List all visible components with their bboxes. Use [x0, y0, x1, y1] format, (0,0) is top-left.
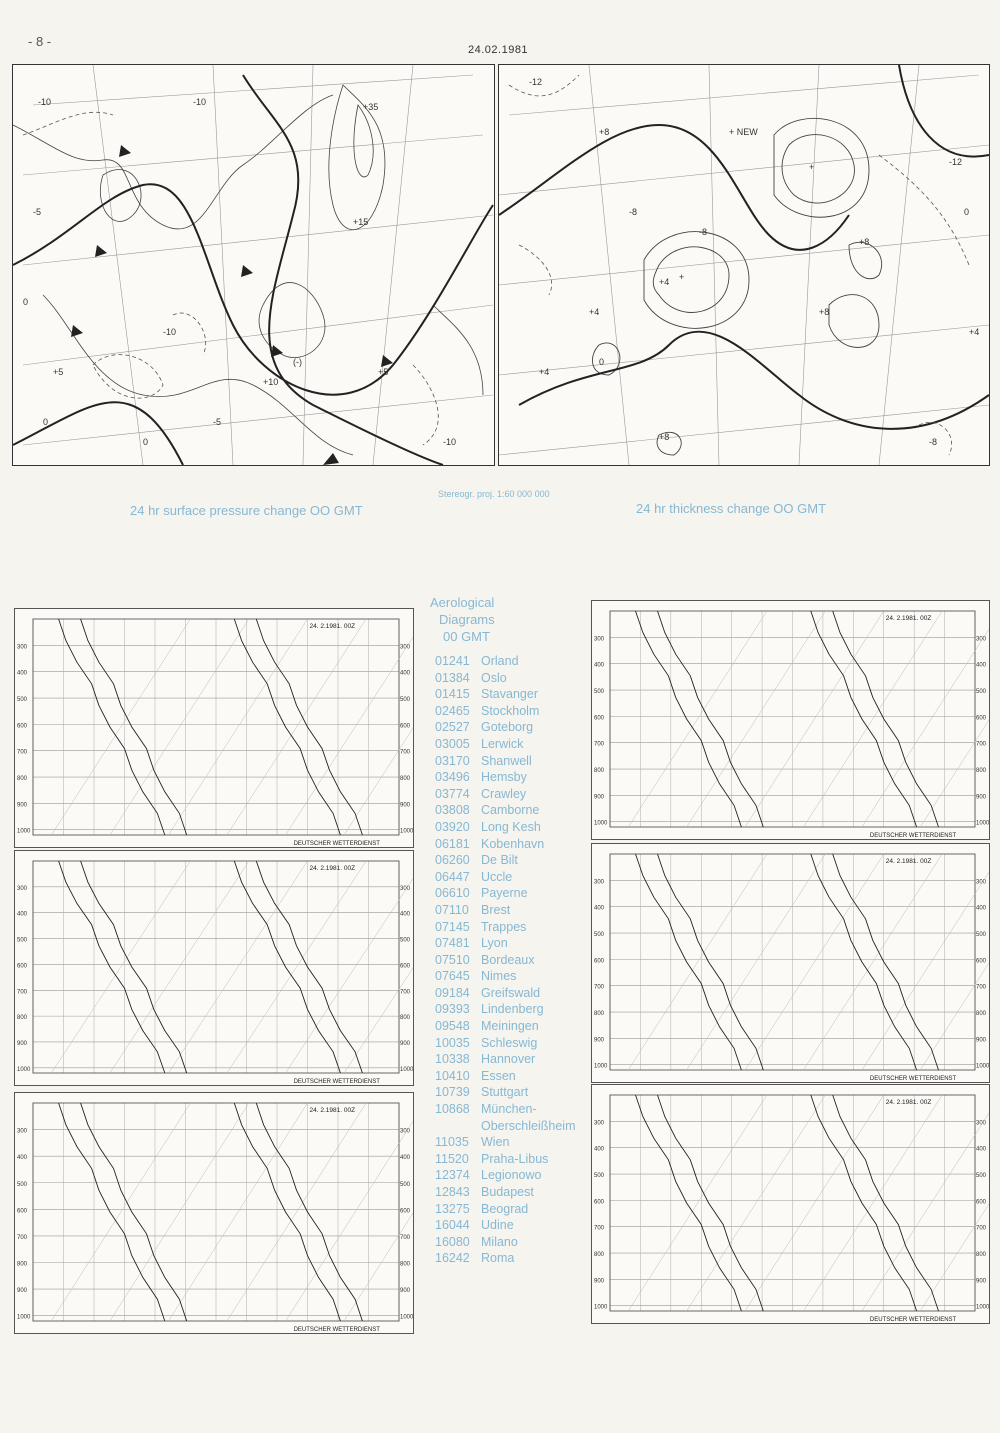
station-code: 07110: [435, 902, 469, 917]
pressure-tick-label: 900: [976, 1278, 987, 1285]
pressure-tick-label: 300: [594, 1120, 605, 1127]
pressure-tick-label: 1000: [17, 1314, 31, 1321]
pressure-tick-label: 500: [17, 937, 28, 944]
svg-text:+4: +4: [539, 367, 550, 377]
station-name: Stavanger: [481, 687, 538, 702]
pressure-tick-label: 700: [594, 741, 605, 748]
station-name: Uccle: [481, 869, 513, 884]
station-code: 03808: [435, 803, 470, 818]
svg-text:+8: +8: [859, 237, 870, 247]
aerological-diagram-5: [591, 843, 990, 1083]
station-row: [435, 1217, 575, 1234]
pressure-tick-label: 400: [17, 911, 28, 918]
svg-text:-8: -8: [929, 437, 938, 447]
pressure-tick-label: 1000: [976, 820, 989, 827]
station-name: München-: [481, 1102, 537, 1117]
station-row: [435, 802, 575, 819]
page-number: - 8 -: [28, 34, 52, 49]
pressure-tick-label: 400: [976, 662, 987, 669]
station-row: [435, 703, 575, 720]
station-name: Greifswald: [481, 985, 541, 1000]
station-code: 11035: [435, 1135, 469, 1150]
pressure-tick-label: 500: [594, 932, 605, 939]
svg-text:+8: +8: [659, 432, 670, 442]
station-row: [435, 1201, 575, 1218]
thickness-change-map: [498, 64, 990, 466]
station-row: [435, 935, 575, 952]
left-map-caption: 24 hr surface pressure change OO GMT: [130, 503, 363, 518]
pressure-tick-label: 600: [17, 723, 28, 730]
aerological-time: 00 GMT: [443, 629, 490, 644]
svg-text:-12: -12: [529, 77, 543, 87]
pressure-tick-label: 700: [17, 1234, 28, 1241]
aero-diagram-graphic: [15, 609, 413, 847]
station-name: Essen: [481, 1068, 516, 1083]
station-code: 06447: [435, 869, 470, 884]
pressure-tick-label: 500: [976, 932, 987, 939]
aerological-subtitle: Diagrams: [439, 612, 495, 627]
station-name: Goteborg: [481, 720, 534, 735]
station-name: Crawley: [481, 786, 527, 801]
svg-text:-12: -12: [949, 157, 963, 167]
pressure-tick-label: 1000: [594, 1304, 608, 1311]
pressure-tick-label: 700: [17, 989, 28, 996]
station-row: [435, 1101, 575, 1118]
pressure-tick-label: 800: [976, 768, 987, 775]
pressure-tick-label: 1000: [17, 1066, 31, 1073]
pressure-tick-label: 300: [17, 644, 28, 651]
pressure-tick-label: 900: [976, 1037, 987, 1044]
aerological-diagram-1: [14, 608, 414, 848]
pressure-tick-label: 900: [400, 802, 411, 809]
pressure-tick-label: 900: [17, 1040, 28, 1047]
pressure-tick-label: 400: [976, 1146, 987, 1153]
station-row: [435, 1018, 575, 1035]
svg-text:+: +: [679, 272, 685, 282]
station-row: [435, 902, 575, 919]
station-code: 06610: [435, 886, 470, 901]
pressure-tick-label: 1000: [976, 1063, 989, 1070]
station-row: [435, 869, 575, 886]
svg-text:-8: -8: [699, 227, 708, 237]
pressure-tick-label: 500: [400, 697, 411, 704]
station-code: 13275: [435, 1201, 470, 1216]
station-name: Budapest: [481, 1185, 534, 1199]
pressure-tick-label: 700: [976, 984, 987, 991]
aerological-heading: [430, 594, 495, 645]
svg-text:-10: -10: [443, 437, 457, 447]
station-code: 10868: [435, 1102, 470, 1117]
station-row: [435, 1234, 575, 1251]
station-row: [435, 952, 575, 969]
station-code: 07481: [435, 936, 470, 951]
station-name: Hannover: [481, 1052, 536, 1067]
station-name: Oslo: [481, 670, 507, 685]
diagram-service-label: DEUTSCHER WETTERDIENST: [293, 1079, 380, 1085]
station-row: [435, 1250, 575, 1267]
station-name: Lyon: [481, 936, 508, 951]
pressure-tick-label: 400: [17, 1155, 28, 1162]
thickness-map-graphic: [499, 65, 989, 465]
station-name: Lindenberg: [481, 1002, 544, 1017]
diagram-date-stamp: 24. 2.1981. 00Z: [885, 1099, 932, 1106]
station-code: 10739: [435, 1085, 470, 1100]
diagram-date-stamp: 24. 2.1981. 00Z: [885, 858, 932, 865]
station-code: 01384: [435, 670, 470, 685]
station-row: [435, 1167, 575, 1184]
station-name: Shanwell: [481, 753, 532, 768]
svg-text:-10: -10: [163, 327, 177, 337]
station-row: [435, 1035, 575, 1052]
pressure-tick-label: 400: [594, 905, 605, 912]
diagram-date-stamp: 24. 2.1981. 00Z: [885, 615, 932, 622]
pressure-tick-label: 300: [400, 1128, 411, 1135]
station-name: Hemsby: [481, 770, 527, 785]
pressure-tick-label: 600: [976, 958, 987, 965]
pressure-tick-label: 1000: [594, 820, 608, 827]
station-row: [435, 786, 575, 803]
projection-caption: Stereogr. proj. 1:60 000 000: [438, 489, 550, 499]
station-code: 03005: [435, 736, 470, 751]
aerological-diagram-4: [591, 600, 990, 840]
pressure-tick-label: 300: [17, 1128, 28, 1135]
station-name: Beograd: [481, 1201, 529, 1216]
svg-text:-5: -5: [33, 207, 42, 217]
pressure-tick-label: 500: [17, 1181, 28, 1188]
station-row: [435, 670, 575, 687]
station-row: [435, 1151, 575, 1168]
svg-text:-8: -8: [629, 207, 638, 217]
station-code: 09184: [435, 985, 470, 1000]
pressure-tick-label: 1000: [400, 1314, 413, 1321]
svg-text:0: 0: [599, 357, 605, 367]
pressure-tick-label: 800: [976, 1252, 987, 1259]
pressure-tick-label: 600: [976, 715, 987, 722]
pressure-tick-label: 300: [17, 885, 28, 892]
diagram-date-stamp: 24. 2.1981. 00Z: [309, 1107, 356, 1114]
station-name: Meiningen: [481, 1019, 539, 1034]
pressure-tick-label: 800: [17, 776, 28, 783]
pressure-tick-label: 900: [594, 1278, 605, 1285]
pressure-tick-label: 300: [594, 636, 605, 643]
pressure-tick-label: 900: [400, 1288, 411, 1295]
pressure-tick-label: 600: [17, 963, 28, 970]
pressure-tick-label: 800: [17, 1015, 28, 1022]
pressure-tick-label: 800: [400, 1015, 411, 1022]
pressure-tick-label: 300: [594, 879, 605, 886]
station-row: [435, 686, 575, 703]
pressure-tick-label: 700: [400, 989, 411, 996]
pressure-tick-label: 400: [400, 670, 411, 677]
svg-text:+8: +8: [819, 307, 830, 317]
station-list: [435, 653, 575, 1267]
pressure-tick-label: 800: [976, 1011, 987, 1018]
station-code: 02465: [435, 703, 470, 718]
pressure-tick-label: 600: [594, 958, 605, 965]
aero-diagram-graphic: [15, 851, 413, 1085]
pressure-tick-label: 700: [594, 1225, 605, 1232]
pressure-tick-label: 600: [400, 723, 411, 730]
pressure-tick-label: 700: [976, 1225, 987, 1232]
aerological-diagram-3: [14, 1092, 414, 1334]
pressure-tick-label: 900: [594, 794, 605, 801]
aero-diagram-graphic: [592, 601, 989, 839]
pressure-tick-label: 1000: [400, 828, 413, 835]
pressure-tick-label: 500: [594, 689, 605, 696]
station-row: [435, 769, 575, 786]
svg-text:+4: +4: [659, 277, 670, 287]
station-name: Nimes: [481, 969, 517, 984]
station-row: [435, 719, 575, 736]
station-name: Trappes: [481, 919, 527, 934]
station-code: 01415: [435, 687, 470, 702]
station-name: De Bilt: [481, 853, 518, 868]
station-code: 16242: [435, 1251, 470, 1266]
station-code: 12374: [435, 1168, 470, 1183]
station-name: Schleswig: [481, 1035, 538, 1050]
station-name: Udine: [481, 1218, 514, 1233]
svg-text:+8: +8: [599, 127, 610, 137]
station-row: [435, 736, 575, 753]
station-code: 09548: [435, 1019, 470, 1034]
svg-text:-10: -10: [193, 97, 207, 107]
surface-pressure-map-graphic: [13, 65, 494, 465]
pressure-tick-label: 400: [976, 905, 987, 912]
pressure-tick-label: 300: [976, 636, 987, 643]
station-code: 06181: [435, 836, 470, 851]
pressure-tick-label: 400: [400, 1155, 411, 1162]
station-code: 12843: [435, 1185, 470, 1199]
aerological-title: Aerological: [430, 595, 495, 610]
station-row: [435, 819, 575, 836]
diagram-date-stamp: 24. 2.1981. 00Z: [309, 623, 356, 630]
pressure-tick-label: 1000: [400, 1066, 413, 1073]
diagram-date-stamp: 24. 2.1981. 00Z: [309, 865, 356, 872]
station-code: 07145: [435, 919, 470, 934]
pressure-tick-label: 900: [17, 1288, 28, 1295]
pressure-tick-label: 800: [17, 1261, 28, 1268]
station-name: Stuttgart: [481, 1085, 529, 1100]
station-code: 06260: [435, 853, 470, 868]
svg-text:+5: +5: [53, 367, 64, 377]
right-map-caption: 24 hr thickness change OO GMT: [636, 501, 827, 516]
station-name: Stockholm: [481, 703, 540, 718]
diagram-service-label: DEUTSCHER WETTERDIENST: [293, 841, 380, 847]
svg-text:+ NEW: + NEW: [729, 127, 758, 137]
pressure-tick-label: 600: [594, 715, 605, 722]
station-row: [435, 1001, 575, 1018]
svg-text:+4: +4: [589, 307, 600, 317]
pressure-tick-label: 400: [594, 1146, 605, 1153]
pressure-tick-label: 900: [594, 1037, 605, 1044]
station-name: Lerwick: [481, 736, 524, 751]
pressure-tick-label: 700: [17, 749, 28, 756]
station-name: Kobenhavn: [481, 836, 545, 851]
station-row: [435, 1184, 575, 1201]
station-row: [435, 653, 575, 670]
svg-text:(-): (-): [293, 357, 302, 367]
aero-diagram-graphic: [592, 1085, 989, 1323]
station-code: 03496: [435, 770, 470, 785]
pressure-tick-label: 900: [976, 794, 987, 801]
pressure-tick-label: 700: [976, 741, 987, 748]
aerological-diagram-2: [14, 850, 414, 1086]
station-row: [435, 885, 575, 902]
pressure-tick-label: 700: [594, 984, 605, 991]
station-row: [435, 1118, 575, 1135]
svg-text:0: 0: [964, 207, 970, 217]
station-name: Camborne: [481, 803, 540, 818]
pressure-tick-label: 1000: [17, 828, 31, 835]
station-code: 07645: [435, 969, 470, 984]
station-row: [435, 985, 575, 1002]
station-name: Orland: [481, 654, 519, 668]
svg-text:0: 0: [43, 417, 49, 427]
station-row: [435, 1068, 575, 1085]
pressure-tick-label: 800: [594, 1252, 605, 1259]
station-name: Milano: [481, 1234, 518, 1249]
pressure-tick-label: 600: [17, 1208, 28, 1215]
pressure-tick-label: 900: [400, 1040, 411, 1047]
station-row: [435, 968, 575, 985]
svg-text:-10: -10: [38, 97, 52, 107]
pressure-tick-label: 500: [976, 689, 987, 696]
svg-text:0: 0: [143, 437, 149, 447]
svg-text:+5: +5: [378, 367, 389, 377]
svg-text:+15: +15: [353, 217, 369, 227]
svg-text:+: +: [809, 162, 815, 172]
pressure-tick-label: 500: [17, 697, 28, 704]
station-row: [435, 1051, 575, 1068]
station-code: 10410: [435, 1068, 470, 1083]
pressure-tick-label: 1000: [976, 1304, 989, 1311]
pressure-tick-label: 600: [400, 963, 411, 970]
pressure-tick-label: 800: [400, 1261, 411, 1268]
pressure-tick-label: 400: [17, 670, 28, 677]
pressure-tick-label: 300: [976, 1120, 987, 1127]
pressure-tick-label: 500: [400, 1181, 411, 1188]
pressure-tick-label: 700: [400, 1234, 411, 1241]
pressure-tick-label: 500: [976, 1173, 987, 1180]
station-name: Bordeaux: [481, 952, 535, 967]
station-row: [435, 836, 575, 853]
pressure-tick-label: 800: [400, 776, 411, 783]
station-row: [435, 753, 575, 770]
station-code: 10035: [435, 1035, 470, 1050]
diagram-service-label: DEUTSCHER WETTERDIENST: [293, 1327, 380, 1333]
pressure-tick-label: 1000: [594, 1063, 608, 1070]
station-name: Oberschleißheim: [481, 1118, 576, 1133]
station-code: 11520: [435, 1151, 469, 1166]
station-name: Legionowo: [481, 1168, 542, 1183]
pressure-tick-label: 800: [594, 768, 605, 775]
aerological-diagram-6: [591, 1084, 990, 1324]
station-row: [435, 1084, 575, 1101]
station-code: 16044: [435, 1218, 470, 1233]
station-code: 10338: [435, 1052, 470, 1067]
station-row: [435, 919, 575, 936]
svg-text:-5: -5: [213, 417, 222, 427]
station-code: 07510: [435, 952, 470, 967]
station-name: Payerne: [481, 886, 528, 901]
station-row: [435, 1134, 575, 1151]
pressure-tick-label: 300: [400, 885, 411, 892]
pressure-tick-label: 400: [594, 662, 605, 669]
svg-text:0: 0: [23, 297, 29, 307]
station-code: 03920: [435, 819, 470, 834]
pressure-tick-label: 400: [400, 911, 411, 918]
pressure-tick-label: 600: [400, 1208, 411, 1215]
surface-pressure-change-map: [12, 64, 495, 466]
svg-text:+35: +35: [363, 102, 379, 112]
aero-diagram-graphic: [592, 844, 989, 1082]
station-name: Brest: [481, 902, 511, 917]
station-name: Praha-Libus: [481, 1151, 549, 1166]
station-code: 16080: [435, 1234, 470, 1249]
pressure-tick-label: 800: [594, 1011, 605, 1018]
station-name: Roma: [481, 1251, 515, 1266]
pressure-tick-label: 300: [976, 879, 987, 886]
station-row: [435, 852, 575, 869]
diagram-service-label: DEUTSCHER WETTERDIENST: [869, 833, 957, 839]
station-code: 01241: [435, 654, 470, 668]
station-code: 03170: [435, 753, 470, 768]
pressure-tick-label: 500: [594, 1173, 605, 1180]
pressure-tick-label: 600: [594, 1199, 605, 1206]
station-code: 03774: [435, 786, 470, 801]
pressure-tick-label: 900: [17, 802, 28, 809]
pressure-tick-label: 500: [400, 937, 411, 944]
pressure-tick-label: 600: [976, 1199, 987, 1206]
station-name: Wien: [481, 1135, 510, 1150]
station-name: Long Kesh: [481, 819, 541, 834]
diagram-service-label: DEUTSCHER WETTERDIENST: [869, 1317, 957, 1323]
station-code: 02527: [435, 720, 470, 735]
station-code: 09393: [435, 1002, 470, 1017]
page-date: 24.02.1981: [468, 44, 529, 56]
pressure-tick-label: 700: [400, 749, 411, 756]
svg-text:+4: +4: [969, 327, 980, 337]
svg-text:+10: +10: [263, 377, 279, 387]
aero-diagram-graphic: [15, 1093, 413, 1333]
diagram-service-label: DEUTSCHER WETTERDIENST: [869, 1076, 957, 1082]
pressure-tick-label: 300: [400, 644, 411, 651]
